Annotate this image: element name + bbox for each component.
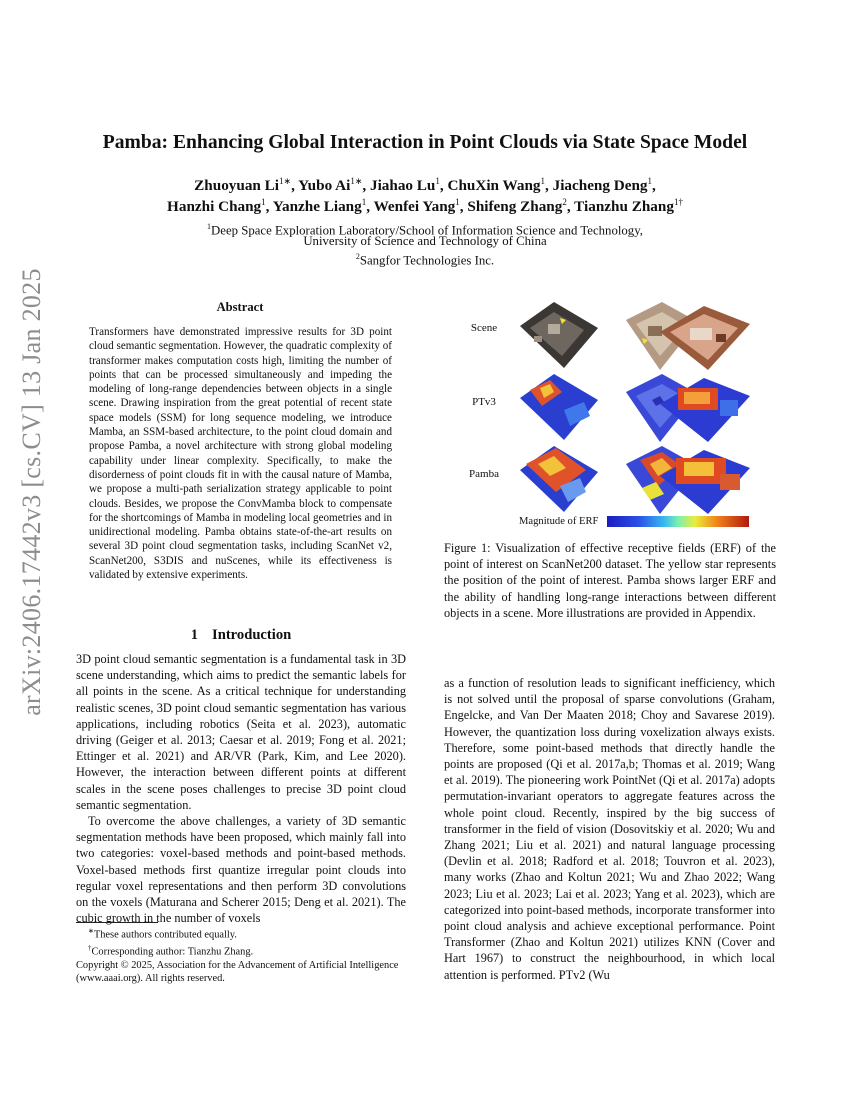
row-label-pamba: Pamba [469,468,499,480]
pamba-thumb-3 [656,442,752,518]
author-name: Hanzhi Chang [167,198,262,216]
author-line-2 [0,192,850,217]
author-affiliation-mark: 1 [361,197,367,207]
author-affiliation-mark: 1 [540,176,545,186]
section-number: 1 [190,627,199,643]
left-column-body [76,651,406,926]
author-affiliation-mark: 1 [455,197,460,207]
abstract-heading: Abstract [216,300,264,314]
affiliation-mark-2: 2 [355,252,360,261]
author-affiliation-mark: 1 [261,197,266,207]
affiliation-mark-1: 1 [207,222,212,231]
right-column-body [444,675,775,983]
footnote-mark-equal: ∗ [88,927,94,935]
author-affiliation-mark: 1† [673,197,683,207]
footnote-mark-corresponding: † [88,943,92,952]
section-title: Introduction [212,627,292,643]
author-name: Zhuoyuan Li [194,177,280,195]
author-name: Yanzhe Liang [272,198,362,216]
author-affiliation-mark: 1 [435,176,440,186]
paper-title: Pamba: Enhancing Global Interaction in Point Clouds via State Space Model [102,132,748,153]
row-label-ptv3: PTv3 [472,396,496,408]
author-affiliation-mark: 1∗ [350,176,363,186]
scene-thumb-3 [656,298,752,374]
affiliation-line-2: University of Science and Technology of China [303,234,547,248]
ptv3-thumb-1 [510,370,606,446]
figure-1 [460,294,760,534]
author-separator: , [291,177,299,195]
author-name: Jiacheng Deng [552,177,648,195]
figure-caption: Figure 1: Visualization of effective receptive fields (ERF) of the point of interest on ScanNet200 dataset. The yellow star represents the position of the point of interest. Pamba shows larger ERF and the ability of handling long-range interactions between different objects in a scene. More illustrations are provided in Appendix. [444,541,776,620]
author-name: Jiahao Lu [369,177,436,195]
author-name: Tianzhu Zhang [574,198,674,216]
author-separator: , [652,177,656,195]
author-name: Wenfei Yang [373,198,456,216]
footnote-equal [76,925,408,942]
footnote-rule [76,922,158,923]
author-affiliation-mark: 1∗ [279,176,292,186]
author-name: Yubo Ai [298,177,351,195]
colorbar-label: Magnitude of ERF [519,516,599,527]
arxiv-stamp-text: arXiv:2406.17442v3 [cs.CV] 13 Jan 2025 [17,268,47,716]
author-separator: , [265,198,273,216]
pamba-thumb-1 [510,442,606,518]
abstract-text: Transformers have demonstrated impressive results for 3D point cloud semantic segmentation. However, the quadratic complexity of transformer makes computation costs high, limiting the number of points that can be processed simultaneously and impeding the modeling of long-range dependencies between objects in a single scene. Drawing inspiration from the great potential of recent state space models (SSM) for long sequence modeling, we introduce Mamba, an SSM-based architecture, to the point cloud domain and propose Pamba, a novel architecture with strong global modeling capability under linear complexity. Specifically, to make the disorderness of point clouds fit in with the causal nature of Mamba, we propose a multi-path serialization strategy applicable to point clouds. Besides, we propose the ConvMamba block to compensate for the shortcomings of Mamba in modeling local geometries and in unidirectional modeling. Pamba obtains state-of-the-art results on several 3D point cloud segmentation tasks, including ScanNet v2, ScanNet200, S3DIS and nuScenes, while its effectiveness is validated by extensive experiments. [89,326,392,582]
author-separator: , [362,177,370,195]
ptv3-thumb-3 [656,370,752,446]
author-separator: , [545,177,553,195]
intro-paragraph-2: To overcome the above challenges, a variety of 3D semantic segmentation methods have been proposed, which mainly fall into two categories: voxel-based methods and point-based methods. Voxel-based methods first quantize irregular point clouds into regular voxel representations and then perform 3D convolutions on the voxels (Maturana and Scherer 2015; Deng et al. 2021). The cubic growth in the number of voxels [76,814,406,926]
affiliation-text-3: Sangfor Technologies Inc. [359,253,495,268]
affiliation-text-1: Deep Space Exploration Laboratory/School of Information Science and Technology, [211,223,643,238]
footnote-corresponding-text: Corresponding author: Tianzhu Zhang. [91,946,254,958]
author-name: ChuXin Wang [447,177,541,195]
author-affiliation-mark: 1 [647,176,653,186]
author-affiliation-mark: 2 [562,197,567,207]
arxiv-stamp [11,268,53,716]
section-heading [76,627,406,644]
scene-thumb-1 [510,298,606,374]
footnote-corresponding [76,942,408,959]
intro-paragraph-1: 3D point cloud semantic segmentation is a fundamental task in 3D scene understanding, which aims to predict the semantic labels for all points in the scene. As a critical technique for understanding realistic scenes, 3D point cloud semantic segmentation has various applications, including robotics (Seita et al. 2023), automatic driving (Geiger et al. 2013; Caesar et al. 2019; Fong et al. 2021; Ettinger et al. 2021) and AR/VR (Park, Kim, and Lee 2020). However, the interaction between different points at different scales in the scene poses challenges to precise 3D point cloud semantic segmentation. [76,652,406,812]
author-separator: , [366,198,374,216]
author-separator: , [459,198,468,216]
author-separator: , [566,198,575,216]
author-name: Shifeng Zhang [467,198,563,216]
right-paragraph: as a function of resolution leads to significant inefficiency, which is not solved until the proposal of sparse convolutions (Graham, Engelcke, and Van Der Maaten 2018; Choy and Savarese 2019). However, the quantization loss during voxelization always exists. Therefore, some point-based methods that directly handle the points are proposed (Qi et al. 2017a,b; Thomas et al. 2019; Wang et al. 2019). The pioneering work PointNet (Qi et al. 2017a) adopts permutation-invariant operators to aggregate features across the whole point cloud. Recently, inspired by the big success of transformer in the field of vision (Dosovitskiy et al. 2020; Wu and Zhang 2021; Liu et al. 2021) and natural language processing (Devlin et al. 2018; Radford et al. 2018; Touvron et al. 2023), many works (Zhao and Koltun 2021; Wu and Zhao 2022; Wang 2023; Liu et al. 2023; Lai et al. 2023; Yang et al. 2023), which are categorized into point-based methods, incorporate transformer into point cloud analysis and achieve exceptional performance. Point Transformer (Zhao and Koltun 2021) utilizes KNN (Cover and Hart 1967) to construct the neighbourhood, in which local attention is performed. PTv2 (Wu [444,676,775,982]
copyright-notice: Copyright © 2025, Association for the Advancement of Artificial Intelligence (www.aaai.org). All rights reserved. [76,959,399,985]
footnote-equal-text: These authors contributed equally. [93,929,237,941]
author-separator: , [439,177,448,195]
footnotes [76,925,408,986]
row-label-scene: Scene [470,322,498,334]
affiliation-line-3 [0,249,850,268]
erf-colorbar [607,516,749,527]
